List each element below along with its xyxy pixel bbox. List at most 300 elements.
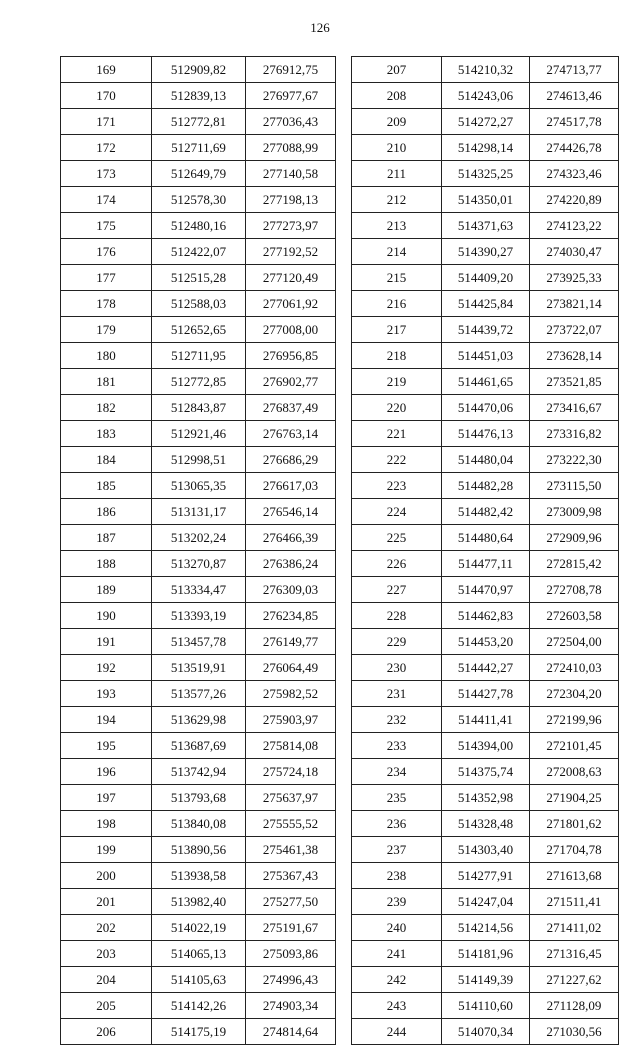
table-row: [352, 57, 619, 83]
point-number-cell: 173: [61, 161, 152, 187]
y-coordinate-cell: 277140,58: [246, 161, 336, 187]
x-coordinate-cell: 514149,39: [442, 967, 530, 993]
table-row: [61, 499, 336, 525]
y-coordinate-cell: 276309,03: [246, 577, 336, 603]
table-row: [352, 785, 619, 811]
table-row: [61, 577, 336, 603]
x-coordinate-cell: 514439,72: [442, 317, 530, 343]
x-coordinate-cell: 514070,34: [442, 1019, 530, 1045]
x-coordinate-cell: 513334,47: [152, 577, 246, 603]
y-coordinate-cell: 273009,98: [530, 499, 619, 525]
table-row: [352, 551, 619, 577]
point-number-cell: 183: [61, 421, 152, 447]
table-row: [61, 135, 336, 161]
y-coordinate-cell: 272304,20: [530, 681, 619, 707]
coordinates-table-left: [60, 56, 336, 1045]
x-coordinate-cell: 514243,06: [442, 83, 530, 109]
x-coordinate-cell: 513457,78: [152, 629, 246, 655]
table-row: [352, 525, 619, 551]
y-coordinate-cell: 274030,47: [530, 239, 619, 265]
point-number-cell: 210: [352, 135, 442, 161]
y-coordinate-cell: 276617,03: [246, 473, 336, 499]
y-coordinate-cell: 275191,67: [246, 915, 336, 941]
point-number-cell: 223: [352, 473, 442, 499]
table-row: [352, 239, 619, 265]
x-coordinate-cell: 512652,65: [152, 317, 246, 343]
x-coordinate-cell: 514453,20: [442, 629, 530, 655]
table-row: [61, 1019, 336, 1045]
x-coordinate-cell: 514371,63: [442, 213, 530, 239]
y-coordinate-cell: 277198,13: [246, 187, 336, 213]
x-coordinate-cell: 513519,91: [152, 655, 246, 681]
y-coordinate-cell: 273821,14: [530, 291, 619, 317]
point-number-cell: 174: [61, 187, 152, 213]
x-coordinate-cell: 512588,03: [152, 291, 246, 317]
x-coordinate-cell: 514352,98: [442, 785, 530, 811]
y-coordinate-cell: 275814,08: [246, 733, 336, 759]
point-number-cell: 203: [61, 941, 152, 967]
table-row: [61, 993, 336, 1019]
x-coordinate-cell: 514442,27: [442, 655, 530, 681]
y-coordinate-cell: 271030,56: [530, 1019, 619, 1045]
x-coordinate-cell: 512711,69: [152, 135, 246, 161]
table-row: [61, 161, 336, 187]
y-coordinate-cell: 273521,85: [530, 369, 619, 395]
y-coordinate-cell: 276977,67: [246, 83, 336, 109]
y-coordinate-cell: 272008,63: [530, 759, 619, 785]
y-coordinate-cell: 276956,85: [246, 343, 336, 369]
point-number-cell: 181: [61, 369, 152, 395]
x-coordinate-cell: 514451,03: [442, 343, 530, 369]
point-number-cell: 238: [352, 863, 442, 889]
point-number-cell: 204: [61, 967, 152, 993]
x-coordinate-cell: 514181,96: [442, 941, 530, 967]
y-coordinate-cell: 276912,75: [246, 57, 336, 83]
table-row: [352, 213, 619, 239]
table-row: [352, 83, 619, 109]
y-coordinate-cell: 277088,99: [246, 135, 336, 161]
y-coordinate-cell: 271801,62: [530, 811, 619, 837]
point-number-cell: 177: [61, 265, 152, 291]
point-number-cell: 228: [352, 603, 442, 629]
x-coordinate-cell: 514022,19: [152, 915, 246, 941]
x-coordinate-cell: 514065,13: [152, 941, 246, 967]
y-coordinate-cell: 274903,34: [246, 993, 336, 1019]
table-row: [352, 395, 619, 421]
point-number-cell: 196: [61, 759, 152, 785]
x-coordinate-cell: 514480,04: [442, 447, 530, 473]
point-number-cell: 241: [352, 941, 442, 967]
y-coordinate-cell: 276837,49: [246, 395, 336, 421]
y-coordinate-cell: 272909,96: [530, 525, 619, 551]
y-coordinate-cell: 272199,96: [530, 707, 619, 733]
point-number-cell: 169: [61, 57, 152, 83]
point-number-cell: 200: [61, 863, 152, 889]
x-coordinate-cell: 512649,79: [152, 161, 246, 187]
y-coordinate-cell: 276763,14: [246, 421, 336, 447]
y-coordinate-cell: 275367,43: [246, 863, 336, 889]
table-row: [61, 681, 336, 707]
table-row: [61, 317, 336, 343]
point-number-cell: 184: [61, 447, 152, 473]
table-row: [352, 941, 619, 967]
x-coordinate-cell: 514272,27: [442, 109, 530, 135]
table-row: [61, 733, 336, 759]
y-coordinate-cell: 276546,14: [246, 499, 336, 525]
y-coordinate-cell: 275724,18: [246, 759, 336, 785]
y-coordinate-cell: 271128,09: [530, 993, 619, 1019]
point-number-cell: 189: [61, 577, 152, 603]
y-coordinate-cell: 275277,50: [246, 889, 336, 915]
y-coordinate-cell: 276386,24: [246, 551, 336, 577]
table-row: [352, 889, 619, 915]
table-row: [61, 915, 336, 941]
x-coordinate-cell: 514350,01: [442, 187, 530, 213]
table-row: [61, 863, 336, 889]
x-coordinate-cell: 514470,06: [442, 395, 530, 421]
table-row: [352, 109, 619, 135]
table-row: [61, 655, 336, 681]
y-coordinate-cell: 272708,78: [530, 577, 619, 603]
table-row: [352, 343, 619, 369]
table-row: [352, 811, 619, 837]
x-coordinate-cell: 513687,69: [152, 733, 246, 759]
point-number-cell: 195: [61, 733, 152, 759]
point-number-cell: 226: [352, 551, 442, 577]
table-row: [61, 759, 336, 785]
table-row: [352, 473, 619, 499]
table-row: [352, 291, 619, 317]
y-coordinate-cell: 276686,29: [246, 447, 336, 473]
point-number-cell: 231: [352, 681, 442, 707]
x-coordinate-cell: 514480,64: [442, 525, 530, 551]
point-number-cell: 186: [61, 499, 152, 525]
y-coordinate-cell: 276234,85: [246, 603, 336, 629]
table-row: [352, 967, 619, 993]
point-number-cell: 198: [61, 811, 152, 837]
y-coordinate-cell: 271227,62: [530, 967, 619, 993]
table-row: [352, 863, 619, 889]
point-number-cell: 232: [352, 707, 442, 733]
y-coordinate-cell: 276064,49: [246, 655, 336, 681]
table-row: [352, 187, 619, 213]
x-coordinate-cell: 514214,56: [442, 915, 530, 941]
table-row: [61, 447, 336, 473]
point-number-cell: 230: [352, 655, 442, 681]
x-coordinate-cell: 513270,87: [152, 551, 246, 577]
point-number-cell: 211: [352, 161, 442, 187]
x-coordinate-cell: 514425,84: [442, 291, 530, 317]
y-coordinate-cell: 273416,67: [530, 395, 619, 421]
point-number-cell: 222: [352, 447, 442, 473]
table-row: [61, 525, 336, 551]
x-coordinate-cell: 514175,19: [152, 1019, 246, 1045]
x-coordinate-cell: 514476,13: [442, 421, 530, 447]
table-row: [352, 499, 619, 525]
y-coordinate-cell: 273925,33: [530, 265, 619, 291]
y-coordinate-cell: 277192,52: [246, 239, 336, 265]
y-coordinate-cell: 275461,38: [246, 837, 336, 863]
point-number-cell: 212: [352, 187, 442, 213]
x-coordinate-cell: 513982,40: [152, 889, 246, 915]
y-coordinate-cell: 272603,58: [530, 603, 619, 629]
x-coordinate-cell: 512998,51: [152, 447, 246, 473]
point-number-cell: 213: [352, 213, 442, 239]
point-number-cell: 190: [61, 603, 152, 629]
y-coordinate-cell: 271511,41: [530, 889, 619, 915]
y-coordinate-cell: 274323,46: [530, 161, 619, 187]
y-coordinate-cell: 276902,77: [246, 369, 336, 395]
y-coordinate-cell: 276466,39: [246, 525, 336, 551]
x-coordinate-cell: 514247,04: [442, 889, 530, 915]
y-coordinate-cell: 271316,45: [530, 941, 619, 967]
point-number-cell: 243: [352, 993, 442, 1019]
y-coordinate-cell: 271411,02: [530, 915, 619, 941]
y-coordinate-cell: 274613,46: [530, 83, 619, 109]
y-coordinate-cell: 273222,30: [530, 447, 619, 473]
point-number-cell: 179: [61, 317, 152, 343]
x-coordinate-cell: 514328,48: [442, 811, 530, 837]
x-coordinate-cell: 514277,91: [442, 863, 530, 889]
x-coordinate-cell: 514298,14: [442, 135, 530, 161]
table-row: [61, 109, 336, 135]
x-coordinate-cell: 514303,40: [442, 837, 530, 863]
point-number-cell: 220: [352, 395, 442, 421]
table-row: [61, 421, 336, 447]
x-coordinate-cell: 512711,95: [152, 343, 246, 369]
x-coordinate-cell: 512839,13: [152, 83, 246, 109]
point-number-cell: 225: [352, 525, 442, 551]
table-row: [61, 473, 336, 499]
table-row: [352, 317, 619, 343]
x-coordinate-cell: 514462,83: [442, 603, 530, 629]
y-coordinate-cell: 275555,52: [246, 811, 336, 837]
y-coordinate-cell: 277273,97: [246, 213, 336, 239]
x-coordinate-cell: 514461,65: [442, 369, 530, 395]
y-coordinate-cell: 277036,43: [246, 109, 336, 135]
y-coordinate-cell: 274220,89: [530, 187, 619, 213]
table-row: [61, 265, 336, 291]
x-coordinate-cell: 513840,08: [152, 811, 246, 837]
point-number-cell: 236: [352, 811, 442, 837]
x-coordinate-cell: 513065,35: [152, 473, 246, 499]
point-number-cell: 207: [352, 57, 442, 83]
table-row: [352, 681, 619, 707]
table-row: [61, 941, 336, 967]
table-row: [352, 707, 619, 733]
table-row: [352, 993, 619, 1019]
x-coordinate-cell: 514409,20: [442, 265, 530, 291]
y-coordinate-cell: 277008,00: [246, 317, 336, 343]
table-row: [352, 655, 619, 681]
x-coordinate-cell: 512909,82: [152, 57, 246, 83]
point-number-cell: 205: [61, 993, 152, 1019]
x-coordinate-cell: 514142,26: [152, 993, 246, 1019]
table-row: [61, 369, 336, 395]
x-coordinate-cell: 512480,16: [152, 213, 246, 239]
table-row: [352, 733, 619, 759]
point-number-cell: 199: [61, 837, 152, 863]
x-coordinate-cell: 514427,78: [442, 681, 530, 707]
point-number-cell: 201: [61, 889, 152, 915]
table-row: [352, 1019, 619, 1045]
point-number-cell: 239: [352, 889, 442, 915]
y-coordinate-cell: 274426,78: [530, 135, 619, 161]
point-number-cell: 216: [352, 291, 442, 317]
point-number-cell: 202: [61, 915, 152, 941]
x-coordinate-cell: 514110,60: [442, 993, 530, 1019]
y-coordinate-cell: 275093,86: [246, 941, 336, 967]
x-coordinate-cell: 513890,56: [152, 837, 246, 863]
table-row: [352, 369, 619, 395]
point-number-cell: 191: [61, 629, 152, 655]
y-coordinate-cell: 273115,50: [530, 473, 619, 499]
y-coordinate-cell: 272410,03: [530, 655, 619, 681]
x-coordinate-cell: 514411,41: [442, 707, 530, 733]
point-number-cell: 197: [61, 785, 152, 811]
x-coordinate-cell: 514477,11: [442, 551, 530, 577]
point-number-cell: 188: [61, 551, 152, 577]
y-coordinate-cell: 273628,14: [530, 343, 619, 369]
point-number-cell: 237: [352, 837, 442, 863]
x-coordinate-cell: 514325,25: [442, 161, 530, 187]
table-row: [352, 265, 619, 291]
table-row: [352, 603, 619, 629]
point-number-cell: 235: [352, 785, 442, 811]
point-number-cell: 206: [61, 1019, 152, 1045]
point-number-cell: 208: [352, 83, 442, 109]
x-coordinate-cell: 514470,97: [442, 577, 530, 603]
point-number-cell: 175: [61, 213, 152, 239]
point-number-cell: 233: [352, 733, 442, 759]
y-coordinate-cell: 273722,07: [530, 317, 619, 343]
table-row: [61, 837, 336, 863]
x-coordinate-cell: 513793,68: [152, 785, 246, 811]
y-coordinate-cell: 275903,97: [246, 707, 336, 733]
point-number-cell: 219: [352, 369, 442, 395]
y-coordinate-cell: 272504,00: [530, 629, 619, 655]
point-number-cell: 242: [352, 967, 442, 993]
x-coordinate-cell: 512578,30: [152, 187, 246, 213]
x-coordinate-cell: 513393,19: [152, 603, 246, 629]
point-number-cell: 178: [61, 291, 152, 317]
x-coordinate-cell: 513202,24: [152, 525, 246, 551]
table-row: [61, 785, 336, 811]
point-number-cell: 224: [352, 499, 442, 525]
x-coordinate-cell: 513577,26: [152, 681, 246, 707]
point-number-cell: 172: [61, 135, 152, 161]
x-coordinate-cell: 513131,17: [152, 499, 246, 525]
y-coordinate-cell: 274713,77: [530, 57, 619, 83]
table-row: [61, 187, 336, 213]
point-number-cell: 180: [61, 343, 152, 369]
point-number-cell: 214: [352, 239, 442, 265]
y-coordinate-cell: 274996,43: [246, 967, 336, 993]
point-number-cell: 209: [352, 109, 442, 135]
y-coordinate-cell: 277120,49: [246, 265, 336, 291]
point-number-cell: 240: [352, 915, 442, 941]
x-coordinate-cell: 513938,58: [152, 863, 246, 889]
table-row: [352, 135, 619, 161]
point-number-cell: 182: [61, 395, 152, 421]
point-number-cell: 194: [61, 707, 152, 733]
table-row: [352, 161, 619, 187]
point-number-cell: 229: [352, 629, 442, 655]
table-row: [352, 837, 619, 863]
table-row: [61, 551, 336, 577]
point-number-cell: 192: [61, 655, 152, 681]
x-coordinate-cell: 514394,00: [442, 733, 530, 759]
table-row: [61, 83, 336, 109]
point-number-cell: 187: [61, 525, 152, 551]
page-number: 126: [310, 20, 330, 35]
coordinates-table-right: [351, 56, 619, 1045]
table-row: [352, 759, 619, 785]
table-row: [61, 707, 336, 733]
table-row: [61, 629, 336, 655]
y-coordinate-cell: 277061,92: [246, 291, 336, 317]
table-row: [61, 603, 336, 629]
x-coordinate-cell: 512921,46: [152, 421, 246, 447]
table-row: [352, 629, 619, 655]
x-coordinate-cell: 513742,94: [152, 759, 246, 785]
y-coordinate-cell: 275637,97: [246, 785, 336, 811]
y-coordinate-cell: 273316,82: [530, 421, 619, 447]
x-coordinate-cell: 513629,98: [152, 707, 246, 733]
table-row: [61, 811, 336, 837]
y-coordinate-cell: 271613,68: [530, 863, 619, 889]
table-row: [61, 343, 336, 369]
point-number-cell: 215: [352, 265, 442, 291]
y-coordinate-cell: 271704,78: [530, 837, 619, 863]
table-row: [352, 447, 619, 473]
point-number-cell: 244: [352, 1019, 442, 1045]
point-number-cell: 234: [352, 759, 442, 785]
point-number-cell: 221: [352, 421, 442, 447]
y-coordinate-cell: 271904,25: [530, 785, 619, 811]
table-row: [61, 967, 336, 993]
point-number-cell: 176: [61, 239, 152, 265]
x-coordinate-cell: 514105,63: [152, 967, 246, 993]
table-row: [61, 213, 336, 239]
point-number-cell: 185: [61, 473, 152, 499]
y-coordinate-cell: 274517,78: [530, 109, 619, 135]
x-coordinate-cell: 514390,27: [442, 239, 530, 265]
x-coordinate-cell: 512843,87: [152, 395, 246, 421]
table-row: [352, 421, 619, 447]
point-number-cell: 193: [61, 681, 152, 707]
table-row: [61, 57, 336, 83]
x-coordinate-cell: 512422,07: [152, 239, 246, 265]
y-coordinate-cell: 274814,64: [246, 1019, 336, 1045]
table-row: [61, 291, 336, 317]
table-row: [61, 239, 336, 265]
table-row: [61, 395, 336, 421]
y-coordinate-cell: 274123,22: [530, 213, 619, 239]
y-coordinate-cell: 276149,77: [246, 629, 336, 655]
x-coordinate-cell: 514375,74: [442, 759, 530, 785]
point-number-cell: 171: [61, 109, 152, 135]
x-coordinate-cell: 512515,28: [152, 265, 246, 291]
x-coordinate-cell: 514210,32: [442, 57, 530, 83]
y-coordinate-cell: 272815,42: [530, 551, 619, 577]
y-coordinate-cell: 275982,52: [246, 681, 336, 707]
point-number-cell: 217: [352, 317, 442, 343]
table-row: [352, 915, 619, 941]
point-number-cell: 218: [352, 343, 442, 369]
point-number-cell: 170: [61, 83, 152, 109]
x-coordinate-cell: 512772,85: [152, 369, 246, 395]
